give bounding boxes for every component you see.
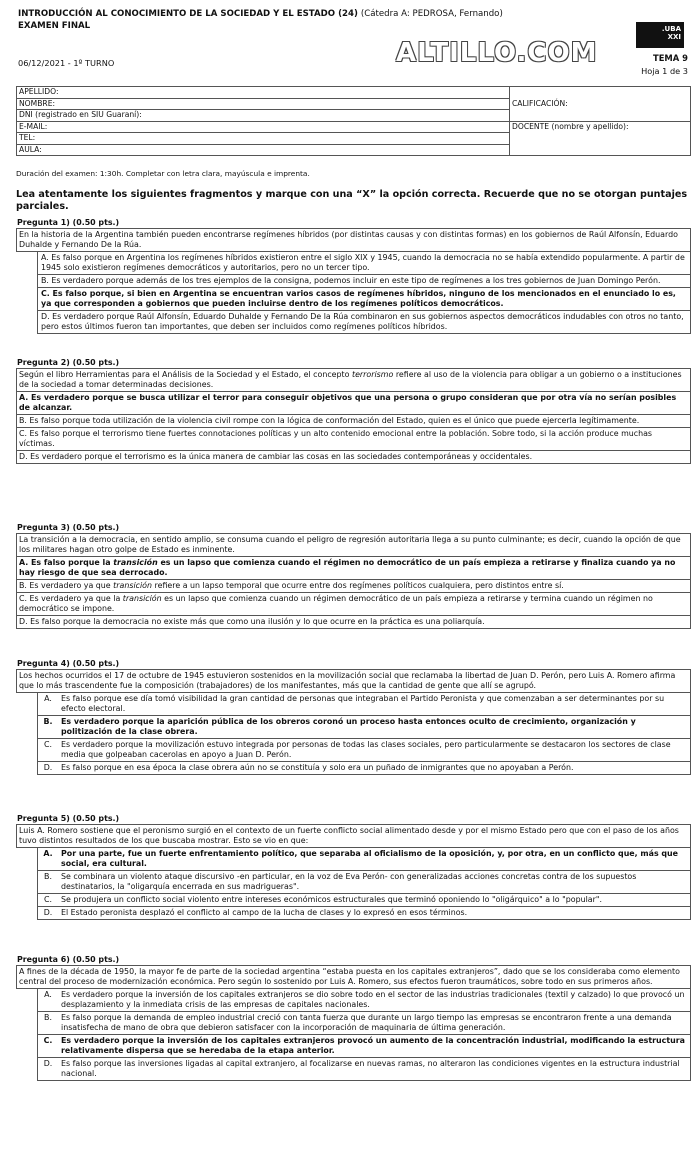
option-b[interactable]: B. Es falso porque toda utilización de la violencia civil rompe con la lógica de conformación del Estado, quien es el único que puede ejercerla legítimamente. <box>16 415 691 428</box>
option-b[interactable]: B. Es verdadero porque además de los tres ejemplos de la consigna, podemos incluir en este tipo de regímenes a los tres gobiernos de Juan Domingo Perón. <box>37 275 691 288</box>
option-b[interactable]: B. Es verdadero porque la aparición pública de los obreros coronó un proceso hasta entonces oculto de crecimiento, organización y politización de la clase obrera. <box>37 716 691 739</box>
option-d[interactable]: D. El Estado peronista desplazó el conflicto al campo de la lucha de clases y lo expresó en esos términos. <box>37 907 691 920</box>
option-d[interactable]: D. Es verdadero porque Raúl Alfonsín, Eduardo Duhalde y Fernando De la Rúa combinaron en sus gobiernos aspectos democráticos indudables con otros no tanto, pero estos últimos fueron tan importantes, que deben ser incluidos como regímenes políticos híbridos. <box>37 311 691 334</box>
option-a[interactable]: A. Por una parte, fue un fuerte enfrentamiento político, que separaba al oficialismo de la oposición, y, por otra, en un conflicto que, más que social, era cultural. <box>37 848 691 871</box>
option-a[interactable]: A. Es verdadero porque se busca utilizar el terror para conseguir objetivos que una persona o grupo consideran que por otra vía no serían posibles de alcanzar. <box>16 392 691 415</box>
exam-date: 06/12/2021 - 1º TURNO <box>18 58 115 68</box>
question-stem: Luis A. Romero sostiene que el peronismo surgió en el contexto de un fuerte conflicto social alimentado desde y por el mismo Estado pero que con el paso de los años tuvo distintos resultados de los que buscaba mostrar. Esto se vio en que: <box>16 825 691 848</box>
option-b[interactable]: B. Es falso porque la demanda de empleo industrial creció con tanta fuerza que durante un largo tiempo las empresas se encontraron frente a una demanda insatisfecha de mano de obra que debieron satisfacer con la incorporación de maquinaria de última generación. <box>37 1012 691 1035</box>
question-label: Pregunta 6) (0.50 pts.) <box>16 955 691 966</box>
aula-field[interactable]: AULA: <box>17 144 510 156</box>
option-c[interactable]: C. Es verdadero porque la inversión de los capitales extranjeros provocó un aumento de la concentración industrial, modificando la estructura relativamente dispersa que se heredaba de la etapa anterior. <box>37 1035 691 1058</box>
option-a[interactable]: A. Es verdadero porque la inversión de los capitales extranjeros se dio sobre todo en el sector de las industrias tradicionales (textil y calzado) lo que provocó un desplazamiento y la inmediata crisis de las empresas de capitales nacionales. <box>37 989 691 1012</box>
student-info-table <box>16 86 691 156</box>
option-c[interactable]: C. Es falso porque el terrorismo tiene fuertes connotaciones políticas y un alto contenido emocional entre la población. Sobre todo, si la acción produce muchas víctimas. <box>16 428 691 451</box>
apellido-field[interactable]: APELLIDO: <box>17 87 510 99</box>
instructions: Lea atentamente los siguientes fragmentos y marque con una “X” la opción correcta. Recuerde que no se otorgan puntajes parciales. <box>16 189 688 212</box>
question-label: Pregunta 4) (0.50 pts.) <box>16 659 691 670</box>
exam-type: EXAMEN FINAL <box>18 21 91 31</box>
course-title: INTRODUCCIÓN AL CONOCIMIENTO DE LA SOCIEDAD Y EL ESTADO (24) (Cátedra A: PEDROSA, Fernando) <box>18 9 503 19</box>
question-label: Pregunta 1) (0.50 pts.) <box>16 218 691 229</box>
calificacion-field[interactable]: CALIFICACIÓN: <box>510 87 691 122</box>
exam-duration-note: Duración del examen: 1:30h. Completar con letra clara, mayúscula e imprenta. <box>16 169 310 178</box>
option-b[interactable]: B. Es verdadero ya que transición refiere a un lapso temporal que ocurre entre dos regímenes políticos cualquiera, pero distintos entre sí. <box>16 580 691 593</box>
option-d[interactable]: D. Es falso porque en esa época la clase obrera aún no se constituía y solo era un puñado de inmigrantes que no apoyaban a Perón. <box>37 762 691 775</box>
page-indicator: Hoja 1 de 3 <box>641 66 688 76</box>
nombre-field[interactable]: NOMBRE: <box>17 98 510 110</box>
option-d[interactable]: D. Es falso porque la democracia no existe más que como una ilusión y lo que ocurre en la práctica es una poliarquía. <box>16 616 691 629</box>
dni-field[interactable]: DNI (registrado en SIU Guaraní): <box>17 110 510 122</box>
exam-header <box>18 8 688 80</box>
option-d[interactable]: D. Es falso porque las inversiones ligadas al capital extranjero, al focalizarse en nuevas ramas, no alteraron las condiciones vigentes en la estructura industrial nacional. <box>37 1058 691 1081</box>
option-b[interactable]: B. Se combinara un violento ataque discursivo -en particular, en la voz de Eva Perón- con generalizadas acciones concretas contra de los supuestos destinatarios, la "oligarquía encerrada en sus madrigueras". <box>37 871 691 894</box>
question-3 <box>16 523 691 629</box>
question-6 <box>16 955 691 1081</box>
question-label: Pregunta 5) (0.50 pts.) <box>16 814 691 825</box>
question-4 <box>16 659 691 775</box>
docente-field[interactable]: DOCENTE (nombre y apellido): <box>510 121 691 156</box>
option-c[interactable]: C. Es falso porque, si bien en Argentina se encuentran varios casos de regímenes híbridos, ninguno de los mencionados en el enunciado lo es, ya que corresponden a gobiernos que pueden incluirse dentro de los regímenes políticos democráticos. <box>37 288 691 311</box>
email-field[interactable]: E-MAIL: <box>17 121 510 133</box>
tema-label: TEMA 9 <box>653 53 688 63</box>
question-2 <box>16 358 691 464</box>
option-d[interactable]: D. Es verdadero porque el terrorismo es la única manera de cambiar las cosas en las sociedades contemporáneas y occidentales. <box>16 451 691 464</box>
question-stem: Según el libro Herramientas para el Análisis de la Sociedad y el Estado, el concepto terrorismo refiere al uso de la violencia para obligar a un gobierno o a instituciones de la sociedad a tomar determinadas decisiones. <box>16 369 691 392</box>
option-c[interactable]: C. Se produjera un conflicto social violento entre intereses económicos estructurales que terminó oponiendo lo "oligárquico" a lo "popular". <box>37 894 691 907</box>
uba-logo: .UBA XXI <box>636 22 684 48</box>
question-stem: A fines de la década de 1950, la mayor fe de parte de la sociedad argentina “estaba puesta en los capitales extranjeros”, dado que se los consideraba como elemento central del proceso de modernización económica. Pero según lo sostenido por Luis A. Romero, sus efectos fueron traumáticos, sobre todo en sus primeros años. <box>16 966 691 989</box>
option-a[interactable]: A. Es falso porque ese día tomó visibilidad la gran cantidad de personas que integraban el Partido Peronista y que comenzaban a ser determinantes por su efecto electoral. <box>37 693 691 716</box>
tel-field[interactable]: TEL: <box>17 133 510 145</box>
question-1 <box>16 218 691 334</box>
option-c[interactable]: C. Es verdadero ya que la transición es un lapso que comienza cuando un régimen democrático de un país empieza a retirarse y termina cuando un régimen no democrático se impone. <box>16 593 691 616</box>
option-a[interactable]: A. Es falso porque la transición es un lapso que comienza cuando el régimen no democrático de un país empieza a retirarse y finaliza cuando ya no hay riesgo de que sea derrocado. <box>16 557 691 580</box>
question-label: Pregunta 3) (0.50 pts.) <box>16 523 691 534</box>
option-a[interactable]: A. Es falso porque en Argentina los regímenes híbridos existieron entre el siglo XIX y 1945, cuando la democracia no se había extendido popularmente. A partir de 1945 solo existieron regímenes democráticos y autoritarios, pero no un tercer tipo. <box>37 252 691 275</box>
question-5 <box>16 814 691 920</box>
watermark: ALTILLO.COM <box>396 38 598 68</box>
chair-label: (Cátedra A: PEDROSA, Fernando) <box>360 9 503 19</box>
question-stem: En la historia de la Argentina también pueden encontrarse regímenes híbridos (por distintas causas y con distintas formas) en los gobiernos de Raúl Alfonsín, Eduardo Duhalde y Fernando De la Rúa. <box>16 229 691 252</box>
option-c[interactable]: C. Es verdadero porque la movilización estuvo integrada por personas de todas las clases sociales, pero particularmente se destacaron los sectores de clase media que golpeaban cacerolas en apoyo a Juan D. Perón. <box>37 739 691 762</box>
question-label: Pregunta 2) (0.50 pts.) <box>16 358 691 369</box>
question-stem: Los hechos ocurridos el 17 de octubre de 1945 estuvieron sostenidos en la movilización social que reclamaba la libertad de Juan D. Perón, pero Luis A. Romero afirma que lo más trascendente fue la composición (trabajadores) de los manifestantes, más que la cantidad de gente que allí se agrupó. <box>16 670 691 693</box>
question-stem: La transición a la democracia, en sentido amplio, se consuma cuando el peligro de regresión autoritaria llega a su punto culminante; es decir, cuando la opción de que los militares hagan otro golpe de Estado es inminente. <box>16 534 691 557</box>
